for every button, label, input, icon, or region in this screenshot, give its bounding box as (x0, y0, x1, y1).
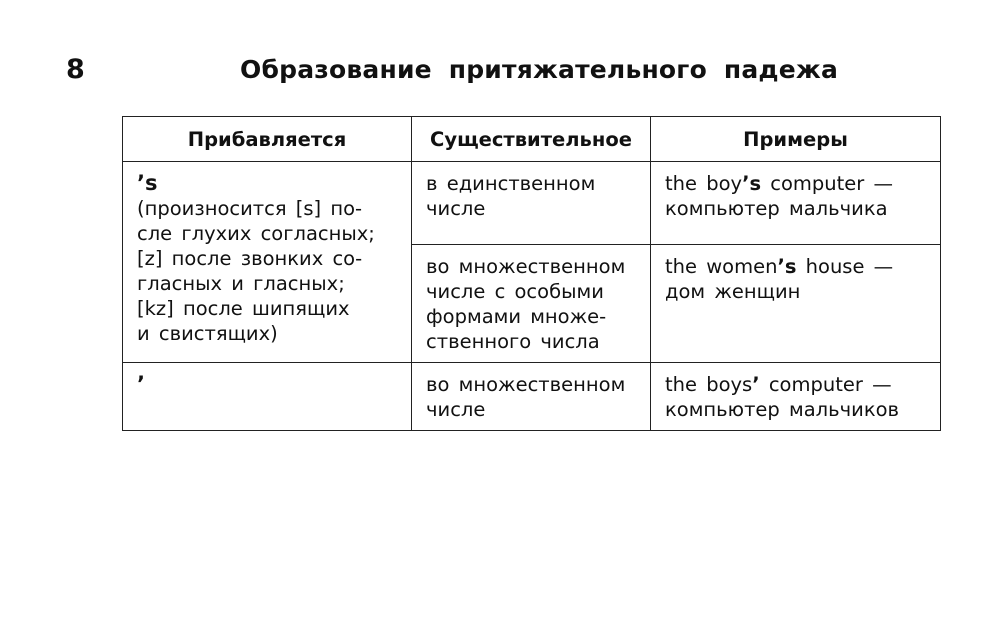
suffix-apostrophe-mark: ’ (137, 372, 145, 396)
table-header-row (123, 117, 941, 162)
example-text: the boy (665, 172, 743, 195)
pronunciation-line: [z] после звонких со- (137, 247, 363, 270)
suffix-apostrophe-cell (123, 363, 412, 431)
pronunciation-line: (произносится [s] по- (137, 197, 363, 220)
suffix-s-cell (123, 162, 412, 363)
example-suffix: ’s (777, 255, 797, 278)
noun-line: во множественном (426, 255, 626, 278)
noun-line: числе (426, 197, 486, 220)
noun-line: во множественном (426, 373, 626, 396)
example-suffix: ’s (742, 172, 762, 195)
example-line (665, 171, 930, 196)
column-header-noun: Существительное (412, 117, 651, 162)
example-text: house — (796, 255, 894, 278)
noun-line: числе (426, 398, 486, 421)
noun-cell (412, 363, 651, 431)
example-suffix: ’ (752, 373, 760, 396)
noun-line: в единственном (426, 172, 596, 195)
table-row (123, 162, 941, 245)
pronunciation-line: [kz] после шипящих (137, 297, 350, 320)
example-text: computer — (759, 373, 892, 396)
column-header-examples: Примеры (651, 117, 941, 162)
example-text: the women (665, 255, 778, 278)
pronunciation-line: гласных и гласных; (137, 272, 345, 295)
noun-cell (412, 162, 651, 245)
noun-cell (412, 245, 651, 363)
table-row (123, 363, 941, 431)
example-translation: дом женщин (665, 280, 801, 303)
suffix-s-mark: ’s (137, 171, 158, 195)
example-translation: компьютер мальчика (665, 197, 888, 220)
example-cell (651, 245, 941, 363)
noun-line: ственного числа (426, 330, 600, 353)
example-text: the boys (665, 373, 753, 396)
example-line (665, 372, 930, 397)
example-translation: компьютер мальчиков (665, 398, 900, 421)
example-line (665, 254, 930, 279)
column-header-added: Прибавляется (123, 117, 412, 162)
example-cell (651, 162, 941, 245)
pronunciation-line: сле глухих согласных; (137, 222, 375, 245)
page-title: Образование притяжательного падежа (240, 55, 839, 84)
noun-line: формами множе- (426, 305, 607, 328)
example-cell (651, 363, 941, 431)
possessive-case-table (122, 116, 941, 431)
pronunciation-line: и свистящих) (137, 322, 278, 345)
page-number: 8 (66, 54, 85, 85)
example-text: computer — (761, 172, 894, 195)
noun-line: числе с особыми (426, 280, 604, 303)
